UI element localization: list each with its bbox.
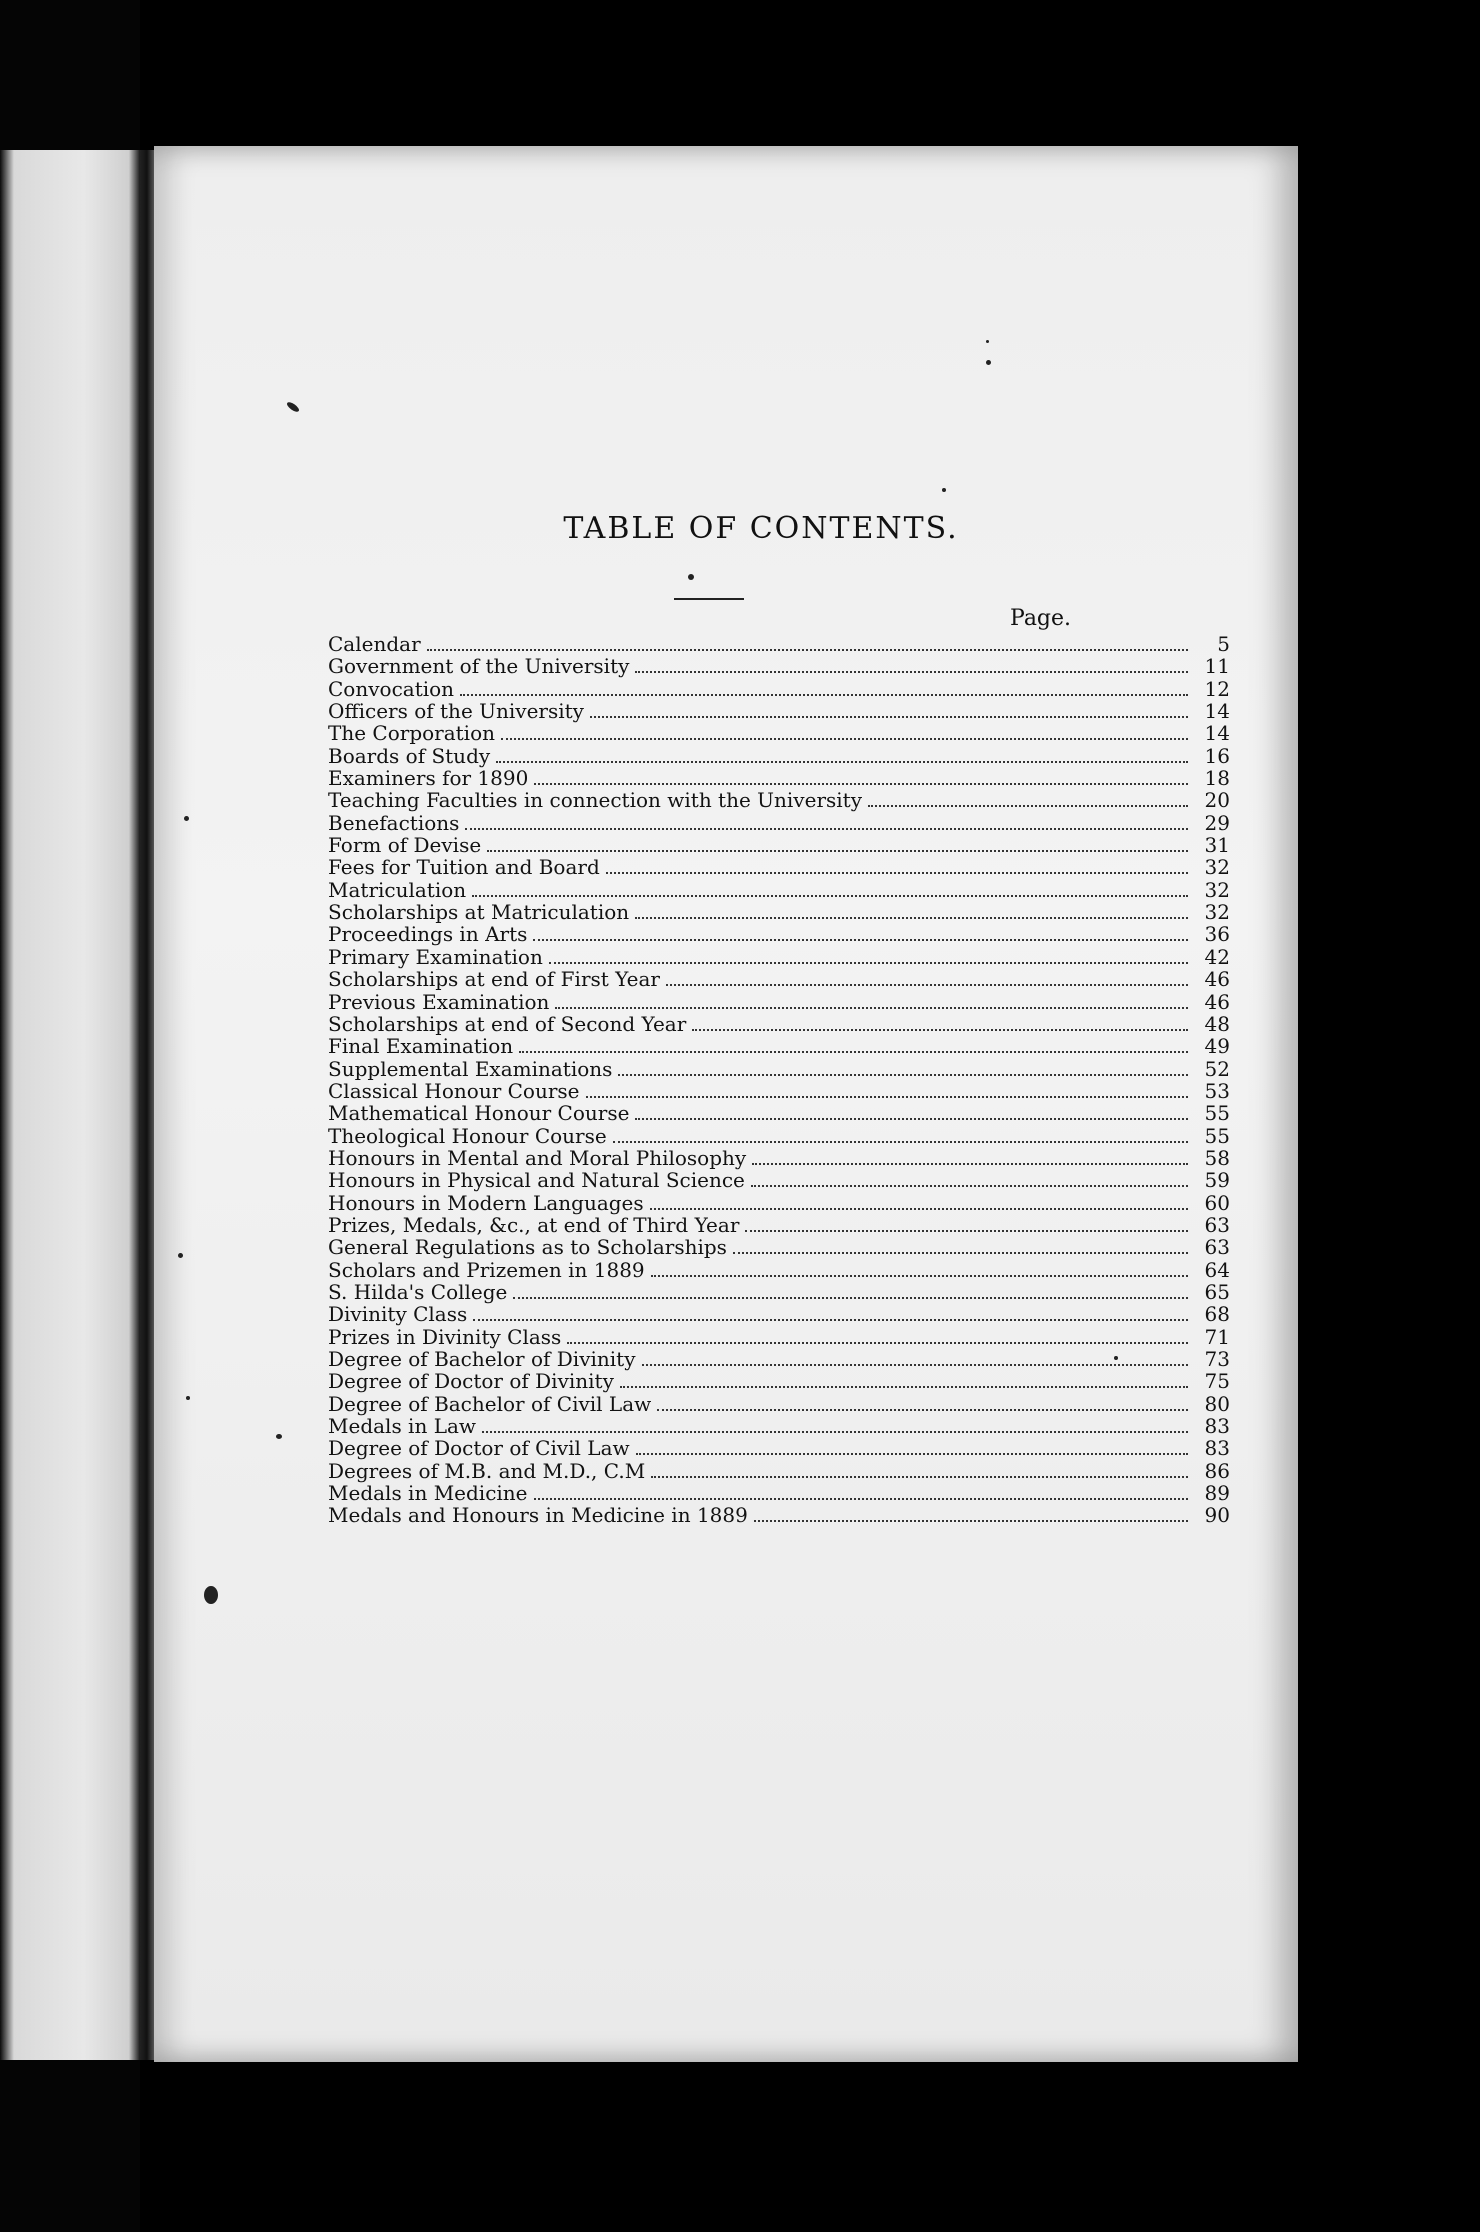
scan-speck xyxy=(986,340,989,343)
toc-leader-dots xyxy=(606,872,1188,874)
toc-entry xyxy=(328,1303,1230,1325)
toc-entry-title: Benefactions xyxy=(328,810,460,835)
toc-leader-dots xyxy=(868,805,1188,807)
toc-leader-dots xyxy=(465,828,1188,830)
toc-entry xyxy=(328,1482,1230,1504)
scan-speck xyxy=(1114,1356,1118,1360)
toc-entry xyxy=(328,700,1230,722)
toc-entry-page: 80 xyxy=(1204,1391,1230,1416)
toc-entry-page: 73 xyxy=(1204,1347,1230,1371)
toc-entry-page: 29 xyxy=(1204,810,1230,835)
toc-entry-page: 42 xyxy=(1204,944,1230,969)
toc-entry xyxy=(328,1214,1230,1236)
toc-entry-page: 46 xyxy=(1204,967,1230,992)
toc-leader-dots xyxy=(473,1319,1188,1321)
toc-entry-page: 32 xyxy=(1204,900,1230,925)
toc-entry-title: Degree of Doctor of Civil Law xyxy=(328,1436,630,1461)
toc-entry-title: Matriculation xyxy=(328,877,467,902)
page-title: TABLE OF CONTENTS. xyxy=(563,511,959,546)
toc-entry-title: Officers of the University xyxy=(328,699,584,724)
toc-entry-page: 83 xyxy=(1204,1436,1230,1461)
toc-entry-page: 31 xyxy=(1204,833,1230,858)
scan-speck xyxy=(186,1396,190,1400)
toc-entry-title: Scholarships at Matriculation xyxy=(328,900,630,925)
toc-entry-title: The Corporation xyxy=(328,721,496,746)
toc-entry-title: Examiners for 1890 xyxy=(328,766,529,791)
toc-leader-dots xyxy=(733,1252,1188,1254)
toc-leader-dots xyxy=(472,895,1188,897)
scan-speck xyxy=(942,488,946,492)
toc-entry-title: Form of Devise xyxy=(328,833,482,858)
toc-entry xyxy=(328,1415,1230,1437)
toc-entry-page: 63 xyxy=(1204,1235,1230,1260)
title-ornament xyxy=(688,574,694,580)
toc-leader-dots xyxy=(635,1118,1188,1120)
toc-entry-page: 60 xyxy=(1204,1190,1230,1215)
toc-entry-title: Medals in Law xyxy=(328,1414,477,1439)
toc-leader-dots xyxy=(635,671,1188,673)
toc-entry-title: Degrees of M.B. and M.D., C.M xyxy=(328,1458,646,1483)
toc-entry-title: S. Hilda's College xyxy=(328,1279,508,1304)
toc-leader-dots xyxy=(555,1007,1188,1009)
toc-leader-dots xyxy=(534,783,1188,785)
toc-entry-page: 59 xyxy=(1204,1168,1230,1193)
toc-entry xyxy=(328,1013,1230,1035)
toc-entry-page: 16 xyxy=(1204,743,1230,768)
toc-leader-dots xyxy=(427,649,1188,651)
toc-leader-dots xyxy=(501,738,1188,740)
toc-entry xyxy=(328,722,1230,744)
toc-leader-dots xyxy=(620,1386,1188,1388)
toc-entry-page: 75 xyxy=(1204,1369,1230,1394)
toc-entry-title: Divinity Class xyxy=(328,1302,468,1327)
toc-entry-page: 32 xyxy=(1204,855,1230,880)
toc-entry-title: Final Examination xyxy=(328,1034,514,1059)
toc-entry xyxy=(328,901,1230,923)
toc-entry-title: Honours in Modern Languages xyxy=(328,1190,644,1215)
toc-leader-dots xyxy=(513,1297,1188,1299)
toc-entry xyxy=(328,1393,1230,1415)
toc-entry xyxy=(328,1504,1230,1526)
toc-entry-page: 90 xyxy=(1204,1503,1230,1528)
toc-entry xyxy=(328,1460,1230,1482)
toc-entry-page: 55 xyxy=(1204,1101,1230,1126)
scan-speck xyxy=(986,360,991,365)
toc-entry xyxy=(328,856,1230,878)
toc-entry xyxy=(328,1281,1230,1303)
toc-entry-title: Supplemental Examinations xyxy=(328,1056,613,1081)
toc-entry-page: 53 xyxy=(1204,1078,1230,1103)
toc-entry-page: 86 xyxy=(1204,1458,1230,1483)
toc-entry-page: 11 xyxy=(1204,654,1230,679)
toc-entry-page: 5 xyxy=(1217,632,1230,656)
toc-entry-page: 32 xyxy=(1204,877,1230,902)
toc-entry-title: Honours in Mental and Moral Philosophy xyxy=(328,1145,747,1170)
toc-entry xyxy=(328,1125,1230,1147)
toc-entry-title: Primary Examination xyxy=(328,944,543,969)
toc-entry-title: Theological Honour Course xyxy=(328,1123,607,1148)
toc-leader-dots xyxy=(651,1275,1188,1277)
facing-page-edge xyxy=(0,150,140,2060)
toc-leader-dots xyxy=(752,1163,1188,1165)
toc-entry-title: Previous Examination xyxy=(328,989,550,1014)
toc-entry-title: Classical Honour Course xyxy=(328,1078,580,1103)
toc-leader-dots xyxy=(533,939,1188,941)
toc-leader-dots xyxy=(496,761,1188,763)
toc-entry xyxy=(328,1147,1230,1169)
toc-leader-dots xyxy=(519,1051,1188,1053)
toc-leader-dots xyxy=(590,716,1188,718)
toc-entry-page: 65 xyxy=(1204,1279,1230,1304)
toc-leader-dots xyxy=(549,962,1188,964)
toc-entry xyxy=(328,1236,1230,1258)
scan-speck xyxy=(276,1434,282,1439)
toc-entry-title: Fees for Tuition and Board xyxy=(328,855,600,880)
toc-entry-page: 58 xyxy=(1204,1145,1230,1170)
toc-entry-page: 14 xyxy=(1204,699,1230,724)
toc-entry xyxy=(328,678,1230,700)
toc-entry-page: 36 xyxy=(1204,922,1230,947)
toc-entry xyxy=(328,1192,1230,1214)
toc-entry-title: Degree of Doctor of Divinity xyxy=(328,1369,614,1394)
book-gutter xyxy=(140,150,154,2060)
toc-entry-title: Teaching Faculties in connection with the University xyxy=(328,788,862,813)
toc-entry-page: 68 xyxy=(1204,1302,1230,1327)
toc-entry xyxy=(328,633,1230,655)
toc-leader-dots xyxy=(613,1141,1188,1143)
scan-speck xyxy=(178,1253,183,1258)
toc-entry-title: Convocation xyxy=(328,676,455,701)
toc-entry-title: Honours in Physical and Natural Science xyxy=(328,1168,745,1193)
toc-entry-page: 52 xyxy=(1204,1056,1230,1081)
toc-entry-page: 71 xyxy=(1204,1324,1230,1349)
toc-entry-page: 46 xyxy=(1204,989,1230,1014)
document-page xyxy=(154,146,1298,2062)
toc-leader-dots xyxy=(534,1498,1188,1500)
toc-leader-dots xyxy=(751,1185,1188,1187)
toc-entry xyxy=(328,1326,1230,1348)
toc-leader-dots xyxy=(567,1342,1188,1344)
toc-entry-page: 12 xyxy=(1204,676,1230,701)
toc-entry xyxy=(328,1348,1230,1370)
page-column-heading: Page. xyxy=(1010,606,1072,631)
toc-entry xyxy=(328,789,1230,811)
toc-leader-dots xyxy=(636,1453,1188,1455)
toc-entry xyxy=(328,1035,1230,1057)
toc-leader-dots xyxy=(618,1074,1188,1076)
toc-entry-page: 14 xyxy=(1204,721,1230,746)
scan-speck xyxy=(286,401,301,414)
toc-entry-title: Prizes, Medals, &c., at end of Third Year xyxy=(328,1212,740,1237)
toc-entry xyxy=(328,1169,1230,1191)
toc-entry xyxy=(328,923,1230,945)
toc-entry xyxy=(328,767,1230,789)
toc-leader-dots xyxy=(482,1431,1188,1433)
toc-entry xyxy=(328,991,1230,1013)
toc-leader-dots xyxy=(657,1409,1188,1411)
toc-leader-dots xyxy=(745,1230,1188,1232)
toc-entry-title: Medals and Honours in Medicine in 1889 xyxy=(328,1503,748,1528)
toc-entry-page: 55 xyxy=(1204,1123,1230,1148)
toc-entry xyxy=(328,834,1230,856)
toc-entry xyxy=(328,946,1230,968)
toc-entry-title: Scholars and Prizemen in 1889 xyxy=(328,1257,645,1282)
toc-leader-dots xyxy=(586,1096,1188,1098)
toc-entry xyxy=(328,655,1230,677)
toc-entry xyxy=(328,879,1230,901)
toc-entry xyxy=(328,812,1230,834)
toc-entry-title: Calendar xyxy=(328,632,421,656)
toc-entry-title: Scholarships at end of Second Year xyxy=(328,1011,687,1036)
toc-entry-page: 48 xyxy=(1204,1011,1230,1036)
toc-leader-dots xyxy=(642,1364,1189,1366)
scan-speck xyxy=(204,1586,218,1604)
toc-entry-page: 83 xyxy=(1204,1414,1230,1439)
toc-entry xyxy=(328,1102,1230,1124)
toc-entry xyxy=(328,745,1230,767)
toc-entry-title: Medals in Medicine xyxy=(328,1481,528,1506)
scan-speck xyxy=(184,816,189,821)
toc-entry-page: 64 xyxy=(1204,1257,1230,1282)
toc-leader-dots xyxy=(635,917,1188,919)
toc-entry-title: Degree of Bachelor of Divinity xyxy=(328,1347,636,1371)
toc-entry-page: 89 xyxy=(1204,1481,1230,1506)
toc-leader-dots xyxy=(666,984,1188,986)
toc-entry-title: Boards of Study xyxy=(328,743,491,768)
toc-entry xyxy=(328,1259,1230,1281)
toc-leader-dots xyxy=(754,1520,1188,1522)
title-rule xyxy=(674,598,744,600)
toc-entry xyxy=(328,1437,1230,1459)
toc-entry xyxy=(328,1370,1230,1392)
toc-entry-title: Degree of Bachelor of Civil Law xyxy=(328,1391,652,1416)
toc-entry xyxy=(328,968,1230,990)
toc-entry-page: 63 xyxy=(1204,1212,1230,1237)
toc-entry-page: 20 xyxy=(1204,788,1230,813)
toc-entry xyxy=(328,1080,1230,1102)
table-of-contents xyxy=(328,633,1230,1527)
toc-entry-title: Scholarships at end of First Year xyxy=(328,967,660,992)
toc-entry-title: Government of the University xyxy=(328,654,630,679)
toc-entry-title: Prizes in Divinity Class xyxy=(328,1324,562,1349)
toc-leader-dots xyxy=(487,850,1188,852)
toc-leader-dots xyxy=(650,1208,1188,1210)
toc-entry-title: General Regulations as to Scholarships xyxy=(328,1235,727,1260)
toc-leader-dots xyxy=(692,1029,1188,1031)
toc-entry-page: 18 xyxy=(1204,766,1230,791)
toc-entry-page: 49 xyxy=(1204,1034,1230,1059)
toc-entry xyxy=(328,1058,1230,1080)
toc-leader-dots xyxy=(460,694,1188,696)
toc-entry-title: Mathematical Honour Course xyxy=(328,1101,630,1126)
toc-entry-title: Proceedings in Arts xyxy=(328,922,528,947)
toc-leader-dots xyxy=(651,1476,1188,1478)
